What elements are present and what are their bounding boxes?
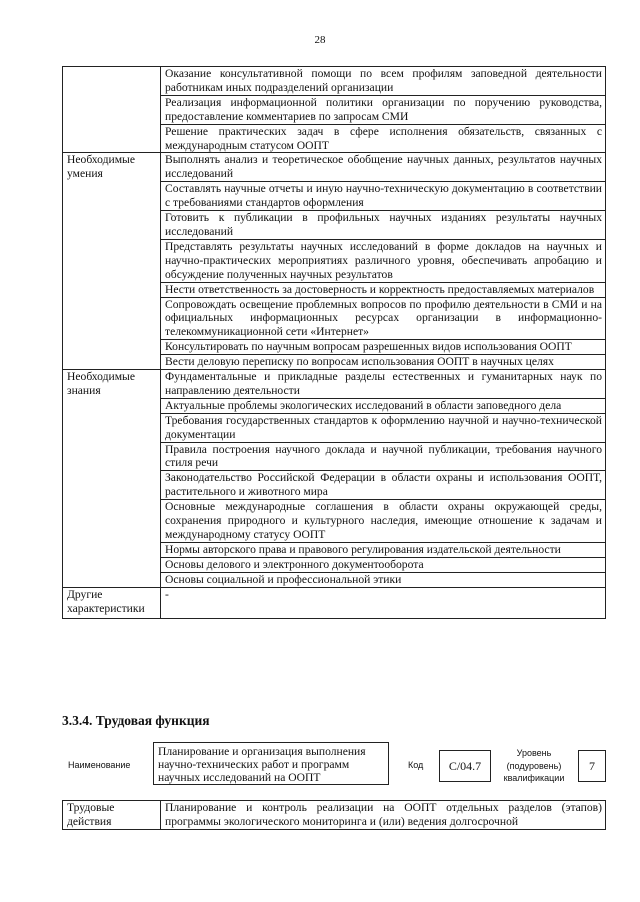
category-cell: [63, 67, 161, 153]
level-value-box: 7: [578, 750, 606, 782]
description-cell: Требования государственных стандартов к оформлению научной и научно-технической документации: [161, 413, 606, 442]
section-heading: 3.3.4. Трудовая функция: [62, 713, 210, 728]
category-cell-actions: Трудовые действия: [63, 801, 161, 830]
description-cell: Сопровождать освещение проблемных вопросов по профилю деятельности в СМИ и на официальных информационных ресурсах организации в информационно-телекоммуникационной сети «Интернет»: [161, 297, 606, 340]
description-cell: Нормы авторского права и правового регулирования издательской деятельности: [161, 542, 606, 557]
category-cell-other: Другие характеристики: [63, 587, 161, 618]
description-cell: Актуальные проблемы экологических исследований в области заповедного дела: [161, 398, 606, 413]
category-cell-skills: Необходимые умения: [63, 153, 161, 370]
description-cell: Выполнять анализ и теоретическое обобщение научных данных, результатов научных исследований: [161, 153, 606, 182]
description-cell: Решение практических задач в сфере исполнения обязательств, связанных с международным статусом ООПТ: [161, 124, 606, 153]
table-row: [63, 67, 606, 96]
description-cell: Представлять результаты научных исследований в форме докладов на научных и научно-практических мероприятиях различного уровня, обеспечивать апробацию и обсуждение полученных научных результатов: [161, 239, 606, 282]
description-cell: Основные международные соглашения в области охраны окружающей среды, сохранения природного и культурного наследия, имеющие отношение к задачам и международному статусу ООПТ: [161, 500, 606, 543]
description-cell: Нести ответственность за достоверность и корректность предоставляемых материалов: [161, 282, 606, 297]
description-cell: Составлять научные отчеты и иную научно-техническую документацию в соответствии с требованиями стандартов оформления: [161, 182, 606, 211]
description-cell: Фундаментальные и прикладные разделы естественных и гуманитарных наук по направлению деятельности: [161, 370, 606, 399]
description-cell: Готовить к публикации в профильных научных изданиях результаты научных исследований: [161, 211, 606, 240]
description-cell: Оказание консультативной помощи по всем профилям заповедной деятельности работникам иных подразделений организации: [161, 67, 606, 96]
table-row: [63, 370, 606, 399]
name-label: Наименование: [68, 760, 131, 770]
page-number: 28: [314, 34, 326, 46]
level-label: Уровень (подуровень) квалификации: [503, 748, 565, 783]
description-cell: Основы социальной и профессиональной этики: [161, 572, 606, 587]
code-label: Код: [408, 760, 424, 770]
description-cell: Вести деловую переписку по вопросам использования ООПТ в научных целях: [161, 355, 606, 370]
table-row: [63, 587, 606, 618]
competency-table: [62, 66, 606, 619]
description-cell: Планирование и контроль реализации на ООПТ отдельных разделов (этапов) программы экологического мониторинга и (или) ведения долгосрочной: [161, 801, 606, 830]
category-cell-knowledge: Необходимые знания: [63, 370, 161, 588]
description-cell: Реализация информационной политики организации по поручению руководства, предоставление комментариев по запросам СМИ: [161, 95, 606, 124]
description-cell: Консультировать по научным вопросам разрешенных видов использования ООПТ: [161, 340, 606, 355]
description-cell: Основы делового и электронного документооборота: [161, 557, 606, 572]
function-title-box: Планирование и организация выполнения научно-технических работ и программ научных исследований на ООПТ: [153, 742, 389, 785]
description-cell: Законодательство Российской Федерации в области охраны и использования ООПТ, растительного и животного мира: [161, 471, 606, 500]
code-value-box: C/04.7: [439, 750, 491, 782]
table-row: [63, 153, 606, 182]
description-cell: Правила построения научного доклада и научной публикации, требования научного стиля речи: [161, 442, 606, 471]
table-row: [63, 801, 606, 830]
labor-actions-table: [62, 800, 606, 830]
description-cell: -: [161, 587, 606, 618]
